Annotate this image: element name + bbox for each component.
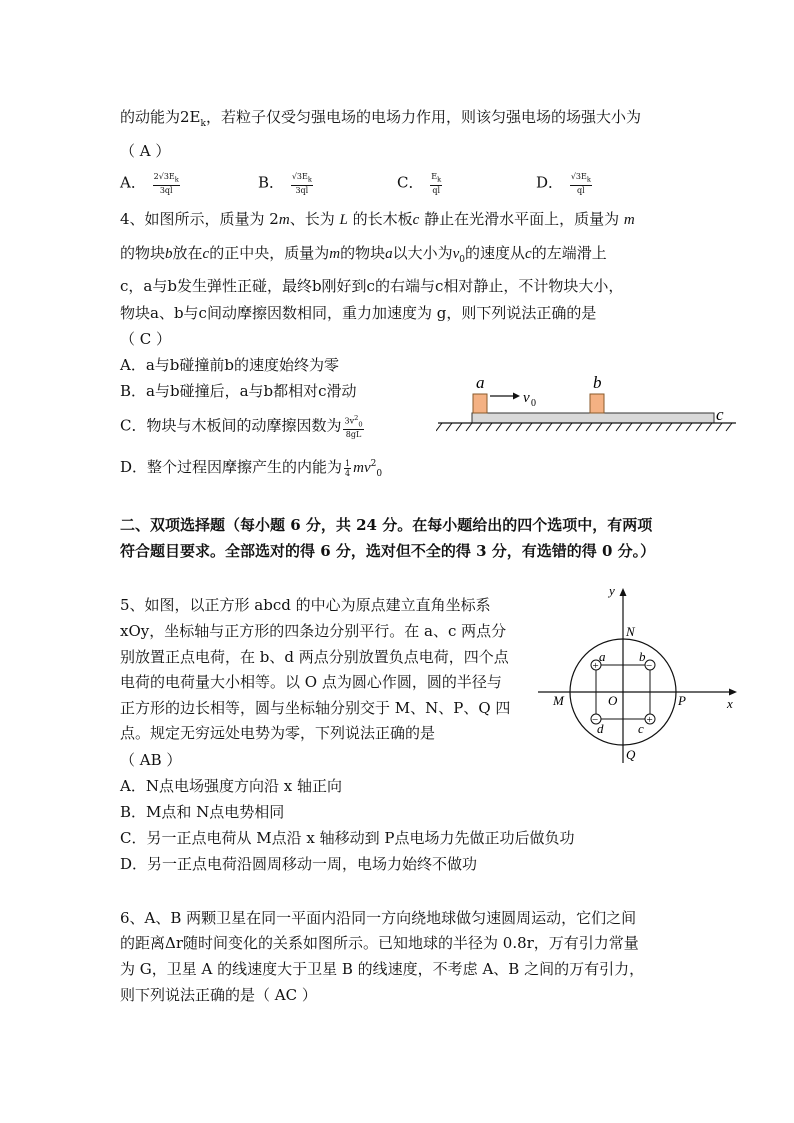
fraction: $\frac{√3E_k}{3ql}$: [291, 172, 312, 195]
q3-stem-line: 的动能为$2E_k$，若粒子仅受匀强电场的电场力作用，则该匀强电场的场强大小为: [120, 108, 641, 129]
minus-sign-d: −: [592, 714, 599, 726]
q6-stem-line-2: 的距离Δr随时间变化的关系如图所示。已知地球的半径为 0.8r，万有引力常量: [120, 934, 639, 952]
q3-option-d: D． $\frac{√3E_k}{ql}$: [536, 172, 591, 195]
q4-option-a: A．a与b碰撞前b的速度始终为零: [120, 356, 339, 374]
q4-stem-line-3: c，a与b发生弹性正碰，最终b刚好到c的右端与c相对静止，不计物块大小，: [120, 277, 624, 295]
ground-hatch: [436, 423, 732, 431]
fraction: $\frac{1}{4}$: [345, 458, 351, 478]
minus-sign-b: −: [646, 660, 653, 672]
label-a: a: [599, 649, 606, 664]
label-m: M: [553, 693, 564, 708]
q4-stem-line-4: 物块a、b与c间动摩擦因数相同，重力加速度为 g，则下列说法正确的是: [120, 304, 597, 322]
board-c: [472, 413, 714, 423]
fraction: $\frac{√3E_k}{ql}$: [570, 172, 591, 195]
q5-option-b: B．M点和 N点电势相同: [120, 803, 285, 821]
plus-sign-c: +: [646, 714, 653, 726]
q4-option-d: D．整个过程因摩擦产生的内能为 $\frac{1}{4}$ $mv^2_0$: [120, 458, 383, 479]
q4-stem-line-1: 4、如图所示，质量为 2m、长为 L 的长木板c 静止在光滑水平面上，质量为 m: [120, 210, 635, 228]
label-a: a: [476, 373, 485, 392]
q5-figure: [533, 578, 743, 768]
label-d: d: [597, 721, 604, 736]
q4-option-b: B．a与b碰撞后，a与b都相对c滑动: [120, 382, 357, 400]
q5-answer: （ AB ）: [120, 751, 182, 769]
label-y: y: [609, 583, 615, 598]
q5-option-d: D．另一正点电荷沿圆周移动一周，电场力始终不做功: [120, 855, 478, 873]
fraction: $\frac{3v^2_0}{8gL}$: [344, 414, 363, 440]
q5-option-a: A．N点电场强度方向沿 x 轴正向: [120, 777, 342, 795]
q6-stem-line-1: 6、A、B 两颗卫星在同一平面内沿同一方向绕地球做匀速圆周运动，它们之间: [120, 909, 637, 927]
q4-stem-line-2: 的物块b放在c的正中央，质量为m的物块a以大小为$v_0$的速度从c的左端滑上: [120, 244, 607, 265]
q5-stem-line-4: 电荷的电荷量大小相等。以 O 点为圆心作圆，圆的半径与: [120, 673, 502, 691]
q6-stem-line-4: 则下列说法正确的是（ AC ）: [120, 986, 317, 1004]
label-c: c: [716, 405, 724, 424]
plus-sign-a: +: [592, 660, 599, 672]
label-b: b: [593, 373, 602, 392]
fraction: $\frac{E_k}{ql}$: [431, 172, 442, 195]
q3-option-a: A． $\frac{2√3E_k}{3ql}$: [120, 172, 179, 195]
label-x: x: [727, 696, 733, 711]
block-a: [473, 394, 487, 413]
fraction: $\frac{2√3E_k}{3ql}$: [153, 172, 179, 195]
block-b: [590, 394, 604, 413]
q4-option-c: C．物块与木板间的动摩擦因数为 $\frac{3v^2_0}{8gL}$: [120, 414, 363, 440]
label-o: O: [608, 693, 618, 708]
q5-stem-line-5: 正方形的边长相等，圆与坐标轴分别交于 M、N、P、Q 四: [120, 699, 511, 717]
q5-stem-line-2: xOy，坐标轴与正方形的四条边分别平行。在 a、c 两点分: [120, 622, 507, 640]
label-n: N: [626, 624, 635, 639]
q5-stem-line-1: 5、如图，以正方形 abcd 的中心为原点建立直角坐标系: [120, 596, 491, 614]
arrow-head-icon: [513, 393, 520, 400]
label-v-sub: 0: [531, 398, 536, 409]
label-v: v: [523, 390, 530, 406]
q4-figure: [436, 370, 746, 440]
y-axis-arrow-icon: [620, 588, 627, 596]
q6-stem-line-3: 为 G，卫星 A 的线速度大于卫星 B 的线速度，不考虑 A、B 之间的万有引力，: [120, 960, 645, 978]
q3-option-c: C． $\frac{E_k}{ql}$: [397, 172, 442, 195]
section2-heading-line-1: 二、双项选择题（每小题 6 分，共 24 分。在每小题给出的四个选项中，有两项: [120, 516, 653, 534]
label-b: b: [639, 649, 646, 664]
label-c: c: [638, 721, 644, 736]
label-q: Q: [626, 747, 636, 762]
q5-option-c: C．另一正点电荷从 M点沿 x 轴移动到 P点电场力先做正功后做负功: [120, 829, 575, 847]
q5-stem-line-6: 点。规定无穷远处电势为零，下列说法正确的是: [120, 724, 436, 742]
label-p: P: [678, 693, 686, 708]
q4-answer: （ C ）: [120, 330, 172, 348]
q5-stem-line-3: 别放置正点电荷，在 b、d 两点分别放置负点电荷，四个点: [120, 648, 509, 666]
q3-answer: （ A ）: [120, 142, 171, 160]
x-axis-arrow-icon: [729, 689, 737, 696]
q3-option-b: B． $\frac{√3E_k}{3ql}$: [258, 172, 312, 195]
section2-heading-line-2: 符合题目要求。全部选对的得 6 分，选对但不全的得 3 分，有选错的得 0 分。）: [120, 542, 656, 560]
